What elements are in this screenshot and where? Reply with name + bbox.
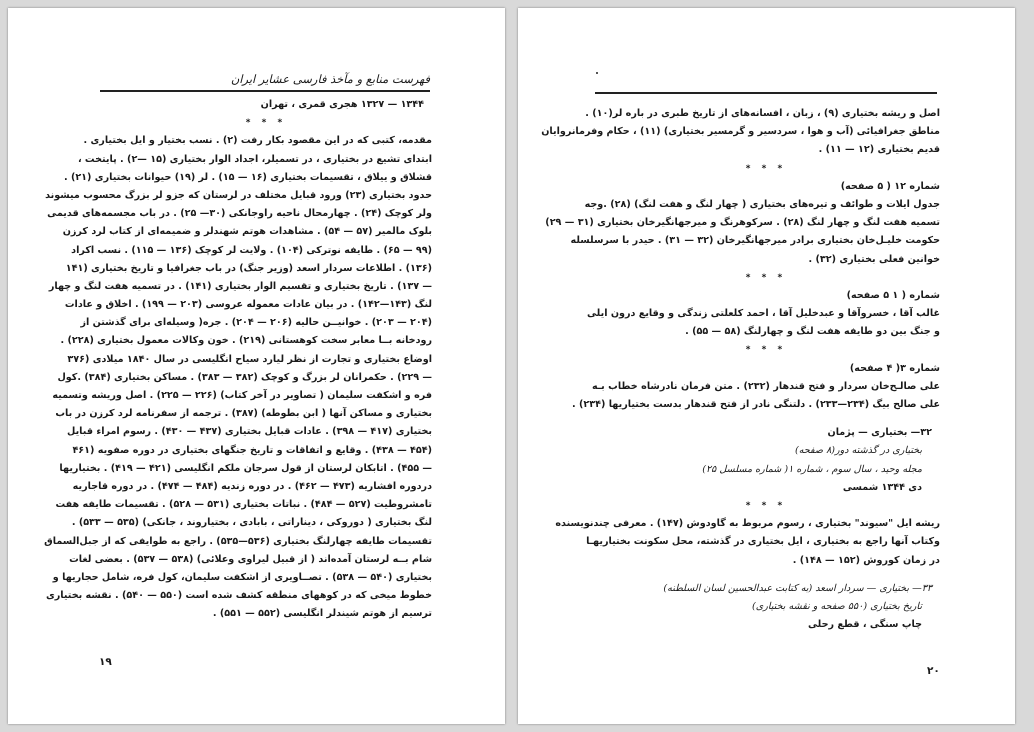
text-line: ریشه ایل "سیوند" بختیاری ، رسوم مربوط به گاودوش (۱۴۷) . معرفی چندنویسنده: [555, 518, 940, 530]
text-line: ۱۳۴۴ — ۱۳۲۷ هجری قمری ، تهران: [260, 99, 424, 110]
text-line: بختیاری در گذشته دور(۸ صفحه): [794, 445, 922, 457]
running-head: فهرست منابع و مآخذ فارسی عشایر ایران: [230, 72, 430, 86]
right-page: [518, 8, 1015, 724]
text-line: و جنگ بین دو طایفه هفت لنگ و چهارلنگ (۵۸ — ۵۵) .: [685, 326, 940, 338]
text-line: قشلاق و ییلاق ، تقسیمات بختیاری (۱۶ — ۱۵) . لر (۱۹) حیوانات بختیاری (۲۱) .: [63, 171, 432, 183]
text-line: — ۲۲۹) . حکمرانان لر بزرگ و کوچک (۳۸۲ — ۳۸۳) . مساکن بختیاری (۳۸۴) .کول: [57, 371, 432, 383]
text-line: غالب آقا ، خسروآقا و عبدخلیل آقا ، احمد کلعلتی زندگی و وقایع درون ایلی: [586, 308, 940, 320]
text-line: بختیاری (۴۱۷ — ۳۹۸) . عادات قبایل بختیاری (۴۳۷ — ۴۳۰) . رسوم امراء قبایل: [67, 426, 432, 438]
header-rule: [595, 92, 937, 94]
text-line: بختیاری (۵۴۰ — ۵۳۸) . تصــاویری از اشکفت سلیمان، کول فره، شامل حجاریها و: [52, 571, 432, 583]
text-line: بختیاری و مساکن آنها ( ابن بطوطه) (۳۸۷) . ترجمه از سفرنامه لرد کرزن در باب: [55, 408, 432, 420]
text-line: ترسیم از هوتم شیندلر انگلیسی (۵۵۲ — ۵۵۱) .: [212, 608, 432, 620]
header-rule: [100, 90, 430, 92]
text-line: لنگ بختیاری ( دوروکی ، دیناراتی ، بابادی ، بختیاروند ، جانکی) (۵۳۵ — ۵۳۳) .: [71, 517, 432, 529]
text-line: قدیم بختیاری (۱۲ — ۱۱) .: [818, 144, 940, 156]
text-line: شماره ( ۱ ۵ صفحه): [846, 289, 940, 301]
page-number: ۱۹: [99, 656, 112, 668]
text-line: در زمان کوروش (۱۵۲ — ۱۴۸) .: [792, 554, 940, 566]
text-line: (۴۵۴ — ۴۳۸) . وقایع و اتفاقات و تاریخ جنگهای بختیاری در دوره صفویه (۴۶۱: [72, 444, 432, 456]
text-line: (۱۳۶) . اطلاعات سردار اسعد (وزیر جنگ) در باب جغرافیا و تاریخ بختیاری (۱۴۱: [65, 262, 432, 274]
spacer: [592, 414, 940, 424]
text-line: خوانین فعلی بختیاری (۳۲) .: [808, 253, 940, 265]
text-line: علی صالح بیگ (۲۳۴—۲۳۳) . دلتنگی نادر از فتح قندهار بدست بختیاریها (۲۳۴) .: [572, 399, 940, 410]
text-line: مجله وحید ، سال سوم ، شماره ۱( شماره مسلسل ۲۵): [702, 463, 922, 475]
text-line: علی صالـح‌خان سردار و فتح قندهار (۲۳۲) . متن فرمان نادرشاه خطاب بـه: [592, 380, 940, 392]
text-line: لنگ (۱۴۳—۱۴۲) . در بیان عادات معموله عروسی (۲۰۳ — ۱۹۹) . اخلاق و عادات: [64, 299, 432, 311]
text-line: اوضاع بختیاری و تجارت از نظر لیارد سیاح انگلیسی در سال ۱۸۴۰ میلادی (۳۷۶: [67, 353, 432, 365]
text-line: شماره ۳( ۴ صفحه): [849, 362, 940, 374]
text-line: حدود بختیاری (۲۳) ورود قبایل مختلف در لرستان که جزو لر بزرگ محسوب میشوند: [45, 189, 432, 201]
section-separator: * * *: [245, 118, 287, 129]
text-line: ۳۳— بختیاری — سردار اسعد (به کتابت عبدالحسین لسان السلطنه): [663, 582, 932, 594]
right-text-column: [541, 105, 940, 634]
text-line: دردوره افشاریه (۴۷۳ — ۴۶۲) . در دوره زندیه (۴۸۴ — ۴۷۴) . در دوره قاجاریه: [72, 480, 432, 492]
text-line: (۹۹ — ۶۵) . طایفه نوترکی (۱۰۴) . ولایت لر کوچک (۱۳۶ — ۱۱۵) . نسب اکراد: [71, 244, 432, 256]
text-line: تاریخ بختیاری (۵۵۰ صفحه و نقشه بختیاری): [752, 600, 922, 612]
text-line: مناطق جغرافیائی (آب و هوا ، سردسیر و گرمسیر بختیاری) (۱۱) ، حکام وفرمانروایان: [541, 126, 940, 138]
text-line: رودخانه بــا معابر سخت کوهستانی (۲۱۹) . خون وکالات معمول بختیاری (۲۲۸) .: [60, 335, 432, 347]
section-separator: * * *: [745, 272, 787, 283]
text-line: تامشروطیت (۵۲۷ — ۴۸۴) . نباتات بختیاری (۵۳۱ — ۵۲۸) . تقسیمات طایفه هفت: [55, 499, 432, 511]
text-line: تسمیه هفت لنگ و چهار لنگ (۲۸) . سرکوهرنگ و میرجهانگیرخان بختیاری (۳۱ — ۲۹): [545, 217, 940, 229]
text-line: شام بــه لرستان آمده‌اند ( از قبیل لیراوی وعلائی) (۵۳۸ — ۵۳۷) . بعضی لغات: [69, 553, 432, 565]
text-line: — ۱۳۷) . تاریخ بختیاری و تقسیم الوار بختیاری (۱۴۱) . در تسمیه هفت لنگ و چهار: [48, 280, 432, 292]
text-line: دی ۱۳۴۴ شمسی: [842, 481, 922, 493]
text-line: مقدمه، کتبی که در این مقصود بکار رفت (۲) . نسب بختیار و ایل بختیاری .: [83, 135, 432, 147]
text-line: جدول ایلات و طوائف و تیره‌های بختیاری ( چهار لنگ و هفت لنگ) (۲۸) .وجه: [584, 198, 940, 210]
text-line: ابتدای تشیع در بختیاری ، در تسمیلر، اجداد الوار بختیاری (۱۵ —۲) . پایتخت ،: [77, 153, 432, 165]
text-line: اصل و ریشه بختیاری (۹) ، زبان ، افسانه‌های از تاریخ طبری در باره لر(۱۰) .: [585, 108, 940, 119]
section-separator: * * *: [745, 345, 787, 356]
left-page: [8, 8, 505, 724]
text-line: چاپ سنگی ، قطع رحلی: [807, 619, 922, 631]
text-line: وکتاب آنها راجع به بختیاری ، ایل بختیاری در گذشته، محل سکونت بختیاریهـا: [586, 536, 940, 548]
text-line: ۳۲— بختیاری — پژمان: [827, 427, 932, 439]
text-line: — ۴۵۵) . اتابکان لرستان از قول سرجان ملکم انگلیسی (۴۲۱ — ۴۱۹) . بختیاریها: [59, 462, 432, 474]
text-line: حکومت خلیـل‌خان بختیاری برادر میرجهانگیرخان (۳۲ — ۳۱) . حیدر با سرسلسله: [570, 235, 940, 247]
text-line: تقسیمات طایفه چهارلنگ بختیاری (۵۳۶—۵۳۵) . راجع به طوایفی که از جبل‌السماق: [44, 535, 432, 547]
text-line: ولر کوچک (۲۴) . چهارمحال ناحیه راوجانکی (۳۰— ۲۵) . در باب مجسمه‌های قدیمی: [47, 208, 432, 220]
left-text-column: [44, 96, 432, 623]
text-line: (۲۰۴ — ۲۰۳) . خوانیــن حالیه (۲۰۶ — ۲۰۴) . جره( وسیله‌ای برای گذشتن از: [80, 317, 432, 329]
page-number: ۲۰: [927, 665, 940, 677]
text-line: فره و اشکفت سلیمان ( تصاویر در آخر کتاب) (۲۲۶ — ۲۲۵) . اصل وریشه وتسمیه: [52, 390, 432, 401]
section-separator: * * *: [745, 500, 787, 511]
speck-mark: [596, 72, 598, 74]
spacer: [592, 570, 940, 580]
section-separator: * * *: [745, 163, 787, 174]
text-line: شماره ۱۲ ( ۵ صفحه): [840, 180, 940, 192]
text-line: بلوک مالمیر (۵۷ — ۵۴) . مشاهدات هوتم شهندلر و ضمیمه‌ای از کتاب لرد کرزن: [62, 226, 432, 238]
text-line: خطوط میخی که در کوههای منطقه کشف شده است (۵۵۰ — ۵۴۰) . نقشه بختیاری: [45, 590, 432, 602]
